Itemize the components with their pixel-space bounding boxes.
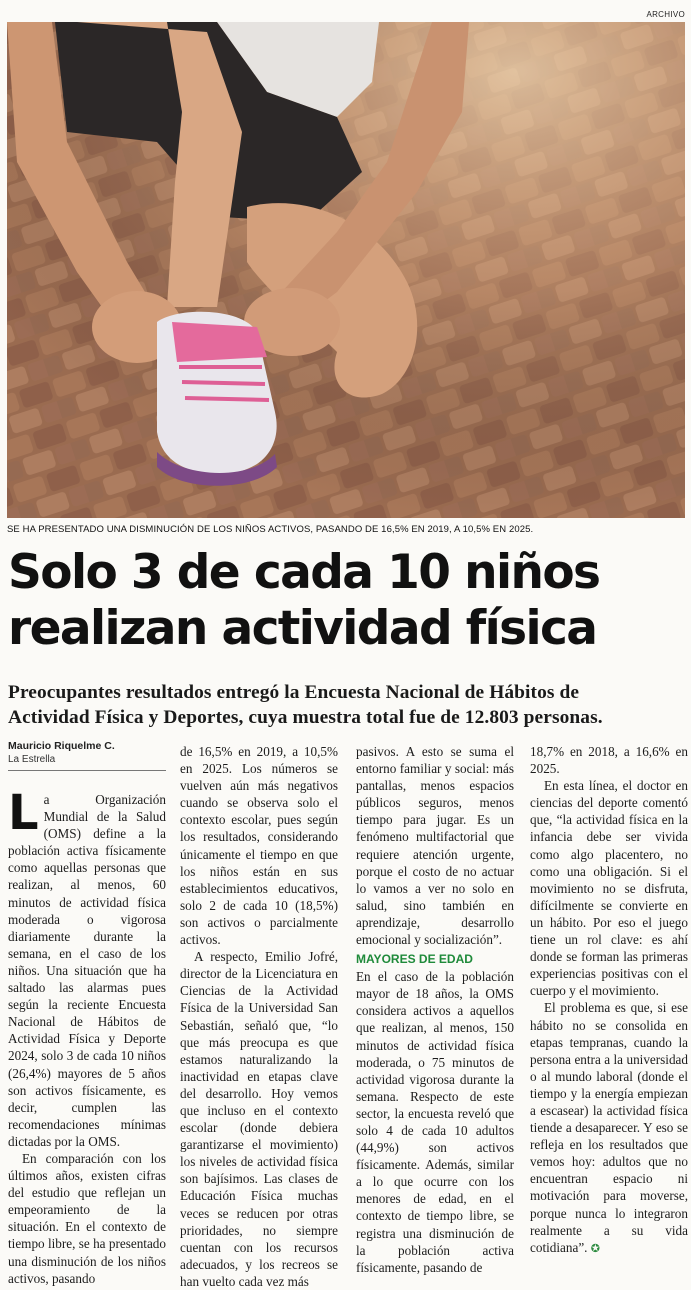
column-3: [356, 743, 514, 1276]
byline-author: Mauricio Riquelme C.: [8, 740, 115, 752]
column-2: [180, 743, 338, 1290]
paragraph-3: de 16,5% en 2019, a 10,5% en 2025. Los números se vuelven aún más negativos cuando se observa solo el contexto escolar, pues según los resultados, considerando únicamente el tiempo en que los niños están en sus establecimientos educativos, solo 2 de cada 10 (18,5%) son activos o parcialmente activos.: [180, 744, 338, 948]
end-mark-icon: ✪: [590, 1241, 600, 1255]
paragraph-5: pasivos. A esto se suma el entorno familiar y social: más pantallas, menos espacios públicos seguros, menos tiempo para jugar. Es un fenómeno multifactorial que requiere atención urgente, porque el costo de no actuar lo vamos a ver no solo en salud, sino también en aprendizaje, desarrollo emocional y socialización”.: [356, 744, 514, 948]
paragraph-4: A respecto, Emilio Jofré, director de la Licenciatura en Ciencias de la Actividad Física de la Universidad San Sebastián, señaló que, “lo que más preocupa es que estamos naturalizando la inactividad en etapas clave del desarrollo. Hoy vemos que incluso en el contexto escolar (donde debiera garantizarse el movimiento) los niveles de actividad física son bajísimos. Las clases de Educación Física muchas veces se reducen por otras prioridades, no siempre cuentan con los recursos adecuados, y los recreos se han vuelto cada vez más: [180, 949, 338, 1289]
paragraph-6: En el caso de la población mayor de 18 años, la OMS considera activos a aquellos que realizan, al menos, 150 minutos de actividad física moderada, o 75 minutos de actividad vigorosa durante la semana. Respecto de este sector, la encuesta reveló que solo 4 de cada 10 adultos (44,9%) son activos físicamente. Además, similar a lo que ocurre con los menores de edad, en el contexto de tiempo libre, se registra una disminución de la población activa físicamente, pasando de: [356, 969, 514, 1275]
photo-credit: ARCHIVO: [646, 10, 685, 19]
paragraph-8: En esta línea, el doctor en ciencias del deporte comentó que, “la actividad física en la infancia debe ser vivida como algo placentero, no como una obligación. Si el movimiento no se disfruta, difícilmente se convierte en un hábito. Por eso el juego tiene un rol clave: es ahí donde se forman las primeras experiencias positivas con el cuerpo y el movimiento.: [530, 778, 688, 999]
subhead: MAYORES DE EDAD: [356, 952, 473, 967]
headline-line-2: realizan actividad física: [8, 601, 597, 656]
deck: [8, 680, 688, 730]
column-1: [8, 785, 166, 1287]
deck-line-1: Preocupantes resultados entregó la Encuesta Nacional de Hábitos de: [8, 682, 580, 703]
dropcap: L: [8, 785, 39, 841]
byline-outlet: La Estrella: [8, 754, 56, 765]
headline-line-1: Solo 3 de cada 10 niños: [8, 545, 600, 600]
paragraph-2: En comparación con los últimos años, existen cifras del estudio que reflejan un empeoramiento de la situación. En el contexto de tiempo libre, se ha presentado una disminución de los niños activos, pasando: [8, 1150, 166, 1286]
paragraph-9-text: El problema es que, si ese hábito no se consolida en etapas tempranas, cuando la persona entra a la universidad o al mundo laboral (donde el tiempo y la energía empiezan a escasear) la actividad física tiende a desaparecer. Y eso se refleja en los resultados que vemos hoy: adultos que no encuentran espacio ni motivación para moverse, porque nunca lo integraron realmente a su vida cotidiana”.: [530, 1000, 688, 1255]
headline: [8, 545, 688, 657]
byline: [8, 740, 166, 771]
paragraph-7: 18,7% en 2018, a 16,6% en 2025.: [530, 744, 688, 777]
paragraph-1-text: a Organización Mundial de la Salud (OMS) define a la población activa físicamente como aquellas personas que realizan, al menos, 60 minutos de actividad física moderada o vigorosa diariamente durante la semana, en el caso de los niños. Una situación que ha saltado las alarmas pues según la reciente Encuesta Nacional de Hábitos de Actividad Física y Deporte 2024, solo 3 de cada 10 niños (26,4%) mayores de 5 años son activos físicamente, es decir, cumplen las recomendaciones mínimas dictadas por la OMS.: [8, 792, 166, 1149]
photo-caption: SE HA PRESENTADO UNA DISMINUCIÓN DE LOS NIÑOS ACTIVOS, PASANDO DE 16,5% EN 2019, A 10,5% EN 2025.: [7, 524, 534, 535]
column-4: [530, 743, 688, 1257]
paragraph-1: [8, 785, 166, 1150]
paragraph-9: [530, 999, 688, 1256]
article-photo: [7, 22, 685, 518]
deck-line-2: Actividad Física y Deportes, cuya muestra total fue de 12.803 personas.: [8, 707, 603, 728]
